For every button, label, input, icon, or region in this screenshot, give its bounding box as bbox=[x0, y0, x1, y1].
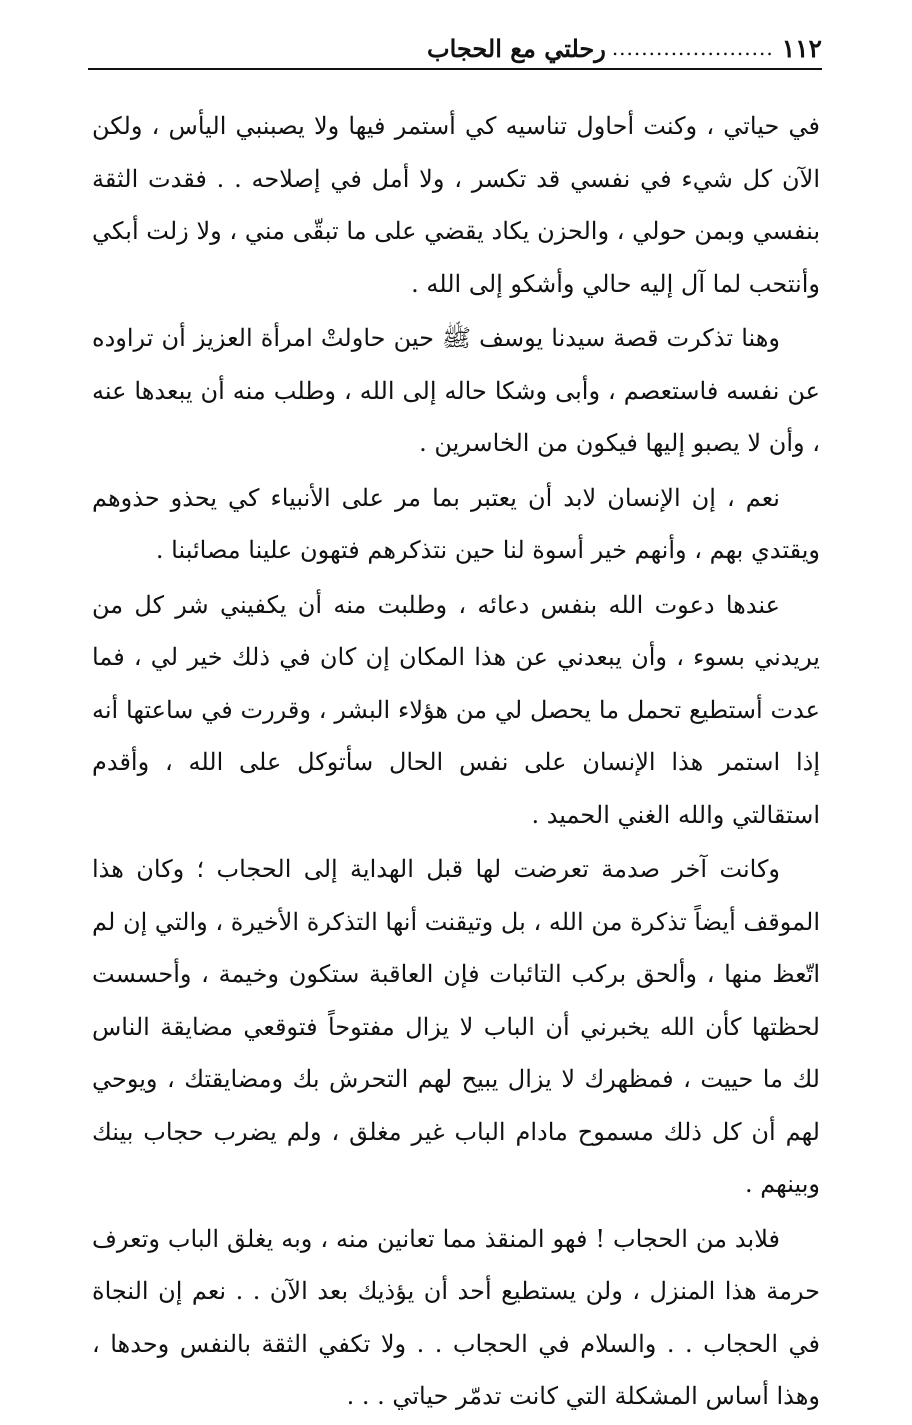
header-dot-leader: ...................... bbox=[611, 36, 774, 60]
paragraph: وهنا تذكرت قصة سيدنا يوسف ﷺ حين حاولتْ امرأة العزيز أن تراوده عن نفسه فاستعصم ، وأبى وشكا حاله إلى الله ، وطلب منه أن يبعدها عنه ، وأن لا يصبو إليها فيكون من الخاسرين . bbox=[92, 324, 820, 457]
paragraph: في حياتي ، وكنت أحاول تناسيه كي أستمر فيها ولا يصبنبي اليأس ، ولكن الآن كل شيء في نفسي قد تكسر ، ولا أمل في إصلاحه . . فقدت الثقة بنفسي وبمن حولي ، والحزن يكاد يقضي على ما تبقّى مني ، ولا زلت أبكي وأنتحب لما آل إليه حالي وأشكو إلى الله . bbox=[92, 112, 820, 298]
paragraph: عندها دعوت الله بنفس دعائه ، وطلبت منه أن يكفيني شر كل من يريدني بسوء ، وأن يبعدني عن هذا المكان إن كان في ذلك خير لي ، فما عدت أستطيع تحمل ما يحصل لي من هؤلاء البشر ، وقررت في ساعتها أنه إذا استمر هذا الإنسان على نفس الحال سأتوكل على الله ، وأقدم استقالتي والله الغني الحميد . bbox=[92, 590, 820, 829]
page-number: ١١٢ bbox=[781, 33, 822, 63]
paragraph: وكانت آخر صدمة تعرضت لها قبل الهداية إلى الحجاب ؛ وكان هذا الموقف أيضاً تذكرة من الله ، بل وتيقنت أنها التذكرة الأخيرة ، والتي إن لم اتّعظ منها ، وألحق بركب التائبات فإن العاقبة ستكون وخيمة ، وأحسست لحظتها كأن الله يخبرني أن الباب لا يزال مفتوحاً فتوقعي مضايقة الناس لك ما حييت ، فمظهرك لا يزال يبيح لهم التحرش بك ومضايقتك ، ويوحي لهم أن كل ذلك مسموح مادام الباب غير مغلق ، ولم يضرب حجاب بينك وبينهم . bbox=[92, 855, 820, 1198]
paragraph: فلابد من الحجاب ! فهو المنقذ مما تعانين منه ، وبه يغلق الباب وتعرف حرمة هذا المنزل ، ولن يستطيع أحد أن يؤذيك بعد الآن . . نعم إن النجاة في الحجاب . . والسلام في الحجاب . . ولا تكفي الثقة بالنفس وحدها ، وهذا أساس المشكلة التي كانت تدمّر حياتي . . . bbox=[92, 1224, 821, 1410]
body-text bbox=[92, 100, 820, 1425]
paragraph: نعم ، إن الإنسان لابد أن يعتبر بما مر على الأنبياء كي يحذو حذوهم ويقتدي بهم ، وأنهم خير أسوة لنا حين نتذكرهم فتهون علينا مصائبنا . bbox=[92, 483, 820, 564]
page-header bbox=[88, 28, 822, 70]
running-title: رحلتي مع الحجاب bbox=[427, 33, 606, 63]
